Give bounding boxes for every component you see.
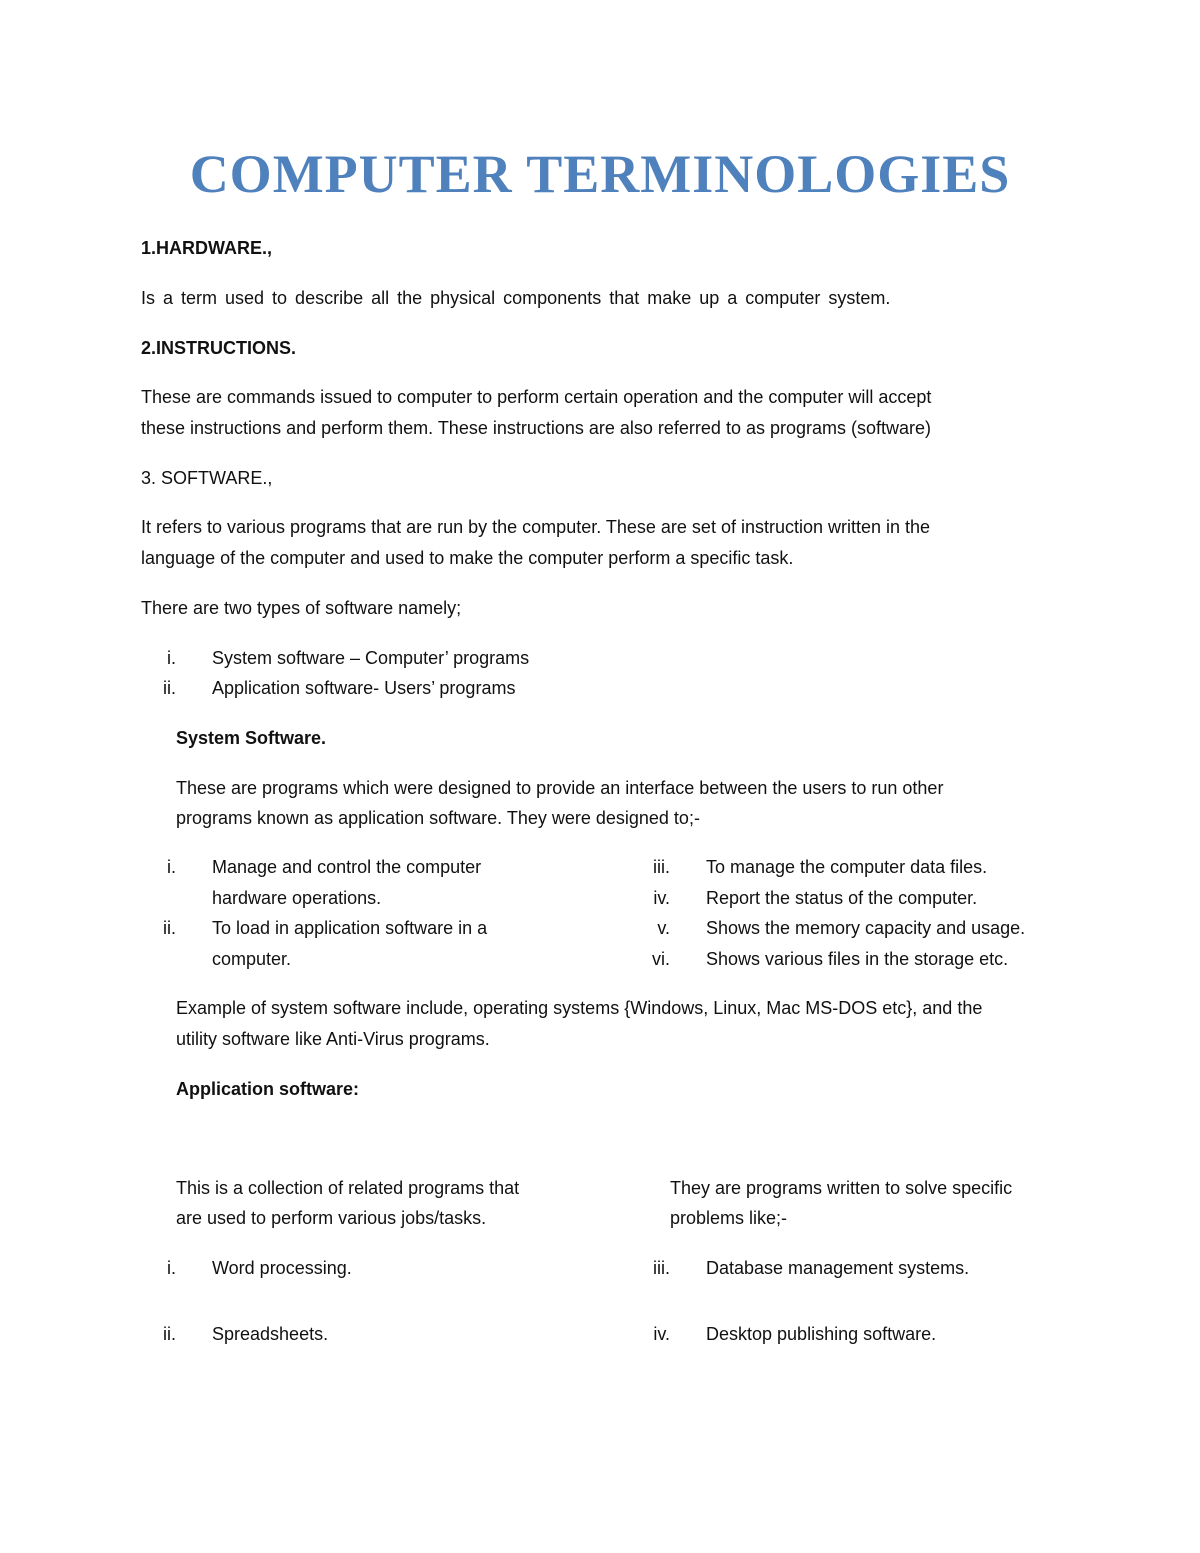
list-item: Database management systems. [706, 1258, 970, 1278]
list-item: Manage and control the computer [212, 857, 482, 877]
system-software-example-line-1: Example of system software include, operating systems {Windows, Linux, Mac MS-DOS etc}, and the [176, 998, 983, 1018]
application-left-line-2: are used to perform various jobs/tasks. [176, 1208, 487, 1228]
software-types-intro: There are two types of software namely; [141, 598, 462, 618]
software-heading: 3. SOFTWARE., [141, 468, 273, 488]
list-item-number: i. [167, 857, 176, 877]
list-item-number: v. [657, 918, 670, 938]
instructions-line-2: these instructions and perform them. These instructions are also referred to as programs (software) [141, 418, 932, 438]
list-item-number: iii. [653, 1258, 670, 1278]
list-item-number: ii. [163, 918, 176, 938]
instructions-line-1: These are commands issued to computer to perform certain operation and the computer will accept [141, 387, 932, 407]
list-item: Report the status of the computer. [706, 888, 978, 908]
software-line-2: language of the computer and used to make the computer perform a specific task. [141, 548, 794, 568]
list-item-number: ii. [163, 1324, 176, 1344]
application-right-line-1: They are programs written to solve specific [670, 1178, 1013, 1198]
list-item-number: i. [167, 1258, 176, 1278]
system-software-line-1: These are programs which were designed to provide an interface between the users to run other [176, 778, 944, 798]
list-item-continuation: computer. [212, 949, 292, 969]
list-item-number: iv. [653, 888, 670, 908]
list-item: Application software- Users’ programs [212, 678, 516, 698]
list-item-number: iii. [653, 857, 670, 877]
software-line-1: It refers to various programs that are run by the computer. These are set of instruction written in the [141, 517, 931, 537]
list-item: Shows the memory capacity and usage. [706, 918, 1026, 938]
system-software-example-line-2: utility software like Anti-Virus programs. [176, 1029, 490, 1049]
hardware-text: Is a term used to describe all the physical components that make up a computer system. [141, 288, 891, 308]
list-item: Desktop publishing software. [706, 1324, 937, 1344]
list-item-number: i. [167, 648, 176, 668]
list-item-number: iv. [653, 1324, 670, 1344]
application-software-heading: Application software: [176, 1079, 360, 1099]
list-item: To manage the computer data files. [706, 857, 988, 877]
application-left-line-1: This is a collection of related programs that [176, 1178, 520, 1198]
system-software-heading: System Software. [176, 728, 327, 748]
list-item: System software – Computer’ programs [212, 648, 530, 668]
list-item-continuation: hardware operations. [212, 888, 382, 908]
hardware-heading: 1.HARDWARE., [141, 238, 273, 258]
list-item-number: vi. [652, 949, 670, 969]
list-item: To load in application software in a [212, 918, 488, 938]
instructions-heading: 2.INSTRUCTIONS. [141, 338, 297, 358]
system-software-line-2: programs known as application software. They were designed to;- [176, 808, 700, 828]
list-item: Spreadsheets. [212, 1324, 329, 1344]
application-right-line-2: problems like;- [670, 1208, 788, 1228]
list-item: Shows various files in the storage etc. [706, 949, 1009, 969]
list-item: Word processing. [212, 1258, 352, 1278]
page-title: COMPUTER TERMINOLOGIES [189, 144, 1011, 204]
list-item-number: ii. [163, 678, 176, 698]
